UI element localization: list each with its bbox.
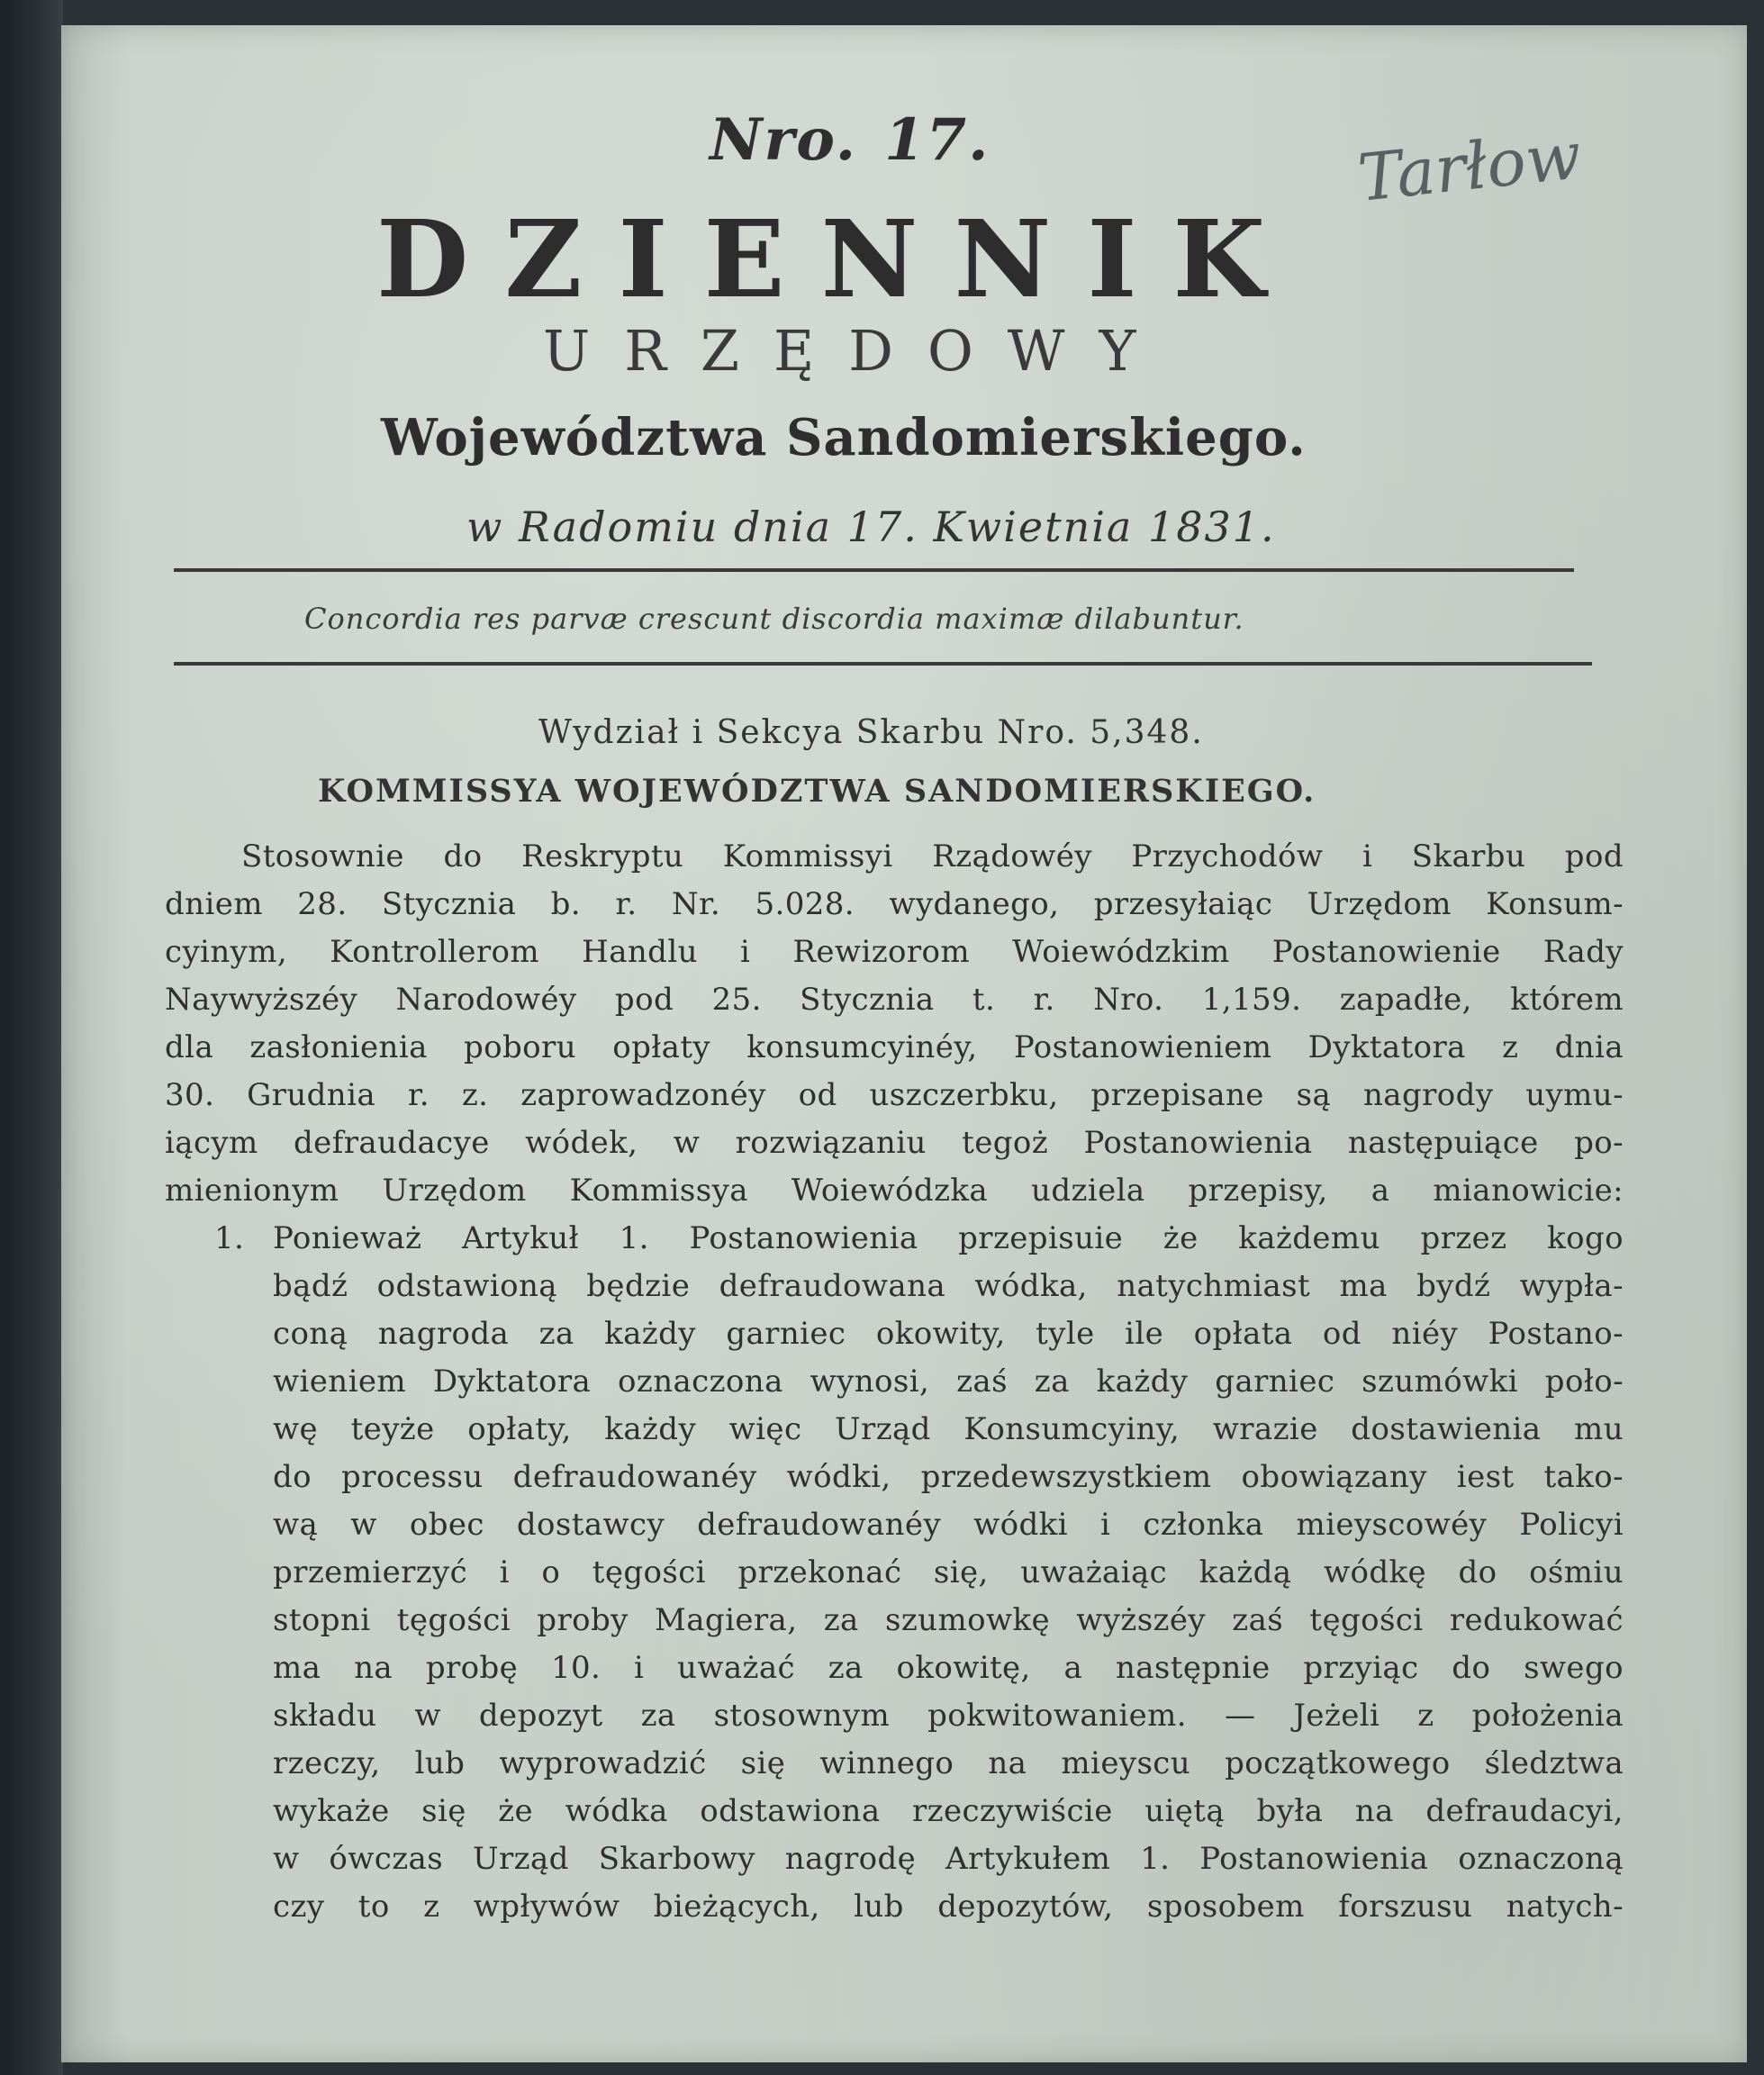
body-line: wykaże się że wódka odstawiona rzeczywiście uiętą była na defraudacyi, <box>273 1793 1624 1829</box>
body-line: 30. Grudnia r. z. zaprowadzonéy od uszczerbku, przepisane są nagrody uymu- <box>165 1077 1624 1113</box>
body-line: coną nagroda za każdy garniec okowity, tyle ile opłata od niéy Postano- <box>273 1316 1624 1352</box>
motto: Concordia res parvæ crescunt discordia maximæ dilabuntur. <box>304 602 1244 636</box>
newspaper-page <box>61 25 1747 2062</box>
body-line: Naywyższéy Narodowéy pod 25. Stycznia t. r. Nro. 1,159. zapadłe, którem <box>165 982 1624 1018</box>
bottom-rule <box>174 662 1592 666</box>
section-heading: Wydział i Sekcya Skarbu Nro. 5,348. <box>538 714 1204 751</box>
body-line: do processu defraudowanéy wódki, przedewszystkiem obowiązany iest tako- <box>273 1459 1624 1495</box>
body-line: cyinym, Kontrollerom Handlu i Rewizorom Woiewódzkim Postanowienie Rady <box>165 934 1624 970</box>
body-line: Stosownie do Reskryptu Kommissyi Rządowéy Przychodów i Skarbu pod <box>241 838 1624 874</box>
body-line: wą w obec dostawcy defraudowanéy wódki i członka mieyscowéy Policyi <box>273 1507 1624 1543</box>
body-line: stopni tęgości proby Magiera, za szumowkę wyższéy zaś tęgości redukować <box>273 1602 1624 1638</box>
body-line: ma na probę 10. i uważać za okowitę, a następnie przyiąc do swego <box>273 1650 1624 1686</box>
body-line: dniem 28. Stycznia b. r. Nr. 5.028. wydanego, przesyłaiąc Urzędom Konsum- <box>165 886 1624 922</box>
issue-number <box>710 106 1017 174</box>
commission-heading: KOMMISSYA WOJEWÓDZTWA SANDOMIERSKIEGO. <box>318 773 1316 810</box>
body-line: iącym defraudacye wódek, w rozwiązaniu tegoż Postanowienia następuiące po- <box>165 1125 1624 1161</box>
article-body <box>165 833 1624 1931</box>
list-item-first-line <box>165 1215 1624 1263</box>
masthead-region: Województwa Sandomierskiego. <box>381 408 1307 467</box>
list-item-number: 1. <box>214 1220 245 1256</box>
body-line: bądź odstawioną będzie defraudowana wódka, natychmiast ma bydź wypła- <box>273 1268 1624 1304</box>
body-line: wę teyże opłaty, każdy więc Urząd Konsumcyiny, wrazie dostawienia mu <box>273 1411 1624 1447</box>
issue-number-label: Nro. <box>710 106 858 174</box>
body-line: dla zasłonienia poboru opłaty konsumcyinéy, Postanowieniem Dyktatora z dnia <box>165 1029 1624 1065</box>
body-line: Ponieważ Artykuł 1. Postanowienia przepisuie że każdemu przez kogo <box>273 1220 1624 1256</box>
handwritten-annotation: Tarłow <box>1354 117 1585 216</box>
top-rule <box>174 568 1574 572</box>
masthead-subtitle: URZĘDOWY <box>543 318 1171 384</box>
masthead-title: DZIENNIK <box>376 196 1302 322</box>
body-line: składu w depozyt za stosownym pokwitowaniem. — Jeżeli z położenia <box>273 1698 1624 1734</box>
issue-number-value: 17. <box>884 106 991 174</box>
body-line: przemierzyć i o tęgości przekonać się, uważaiąc każdą wódkę do ośmiu <box>273 1554 1624 1590</box>
body-line: wieniem Dyktatora oznaczona wynosi, zaś za każdy garniec szumówki poło- <box>273 1364 1624 1400</box>
body-line: rzeczy, lub wyprowadzić się winnego na mieyscu początkowego śledztwa <box>273 1745 1624 1781</box>
body-line: mienionym Urzędom Kommissya Woiewódzka udziela przepisy, a mianowicie: <box>165 1173 1624 1209</box>
book-binding <box>0 0 63 2075</box>
body-line: czy to z wpływów bieżących, lub depozytów, sposobem forszusu natych- <box>273 1889 1624 1925</box>
dateline: w Radomiu dnia 17. Kwietnia 1831. <box>466 503 1276 551</box>
body-line: w ówczas Urząd Skarbowy nagrodę Artykułem 1. Postanowienia oznaczoną <box>273 1841 1624 1877</box>
